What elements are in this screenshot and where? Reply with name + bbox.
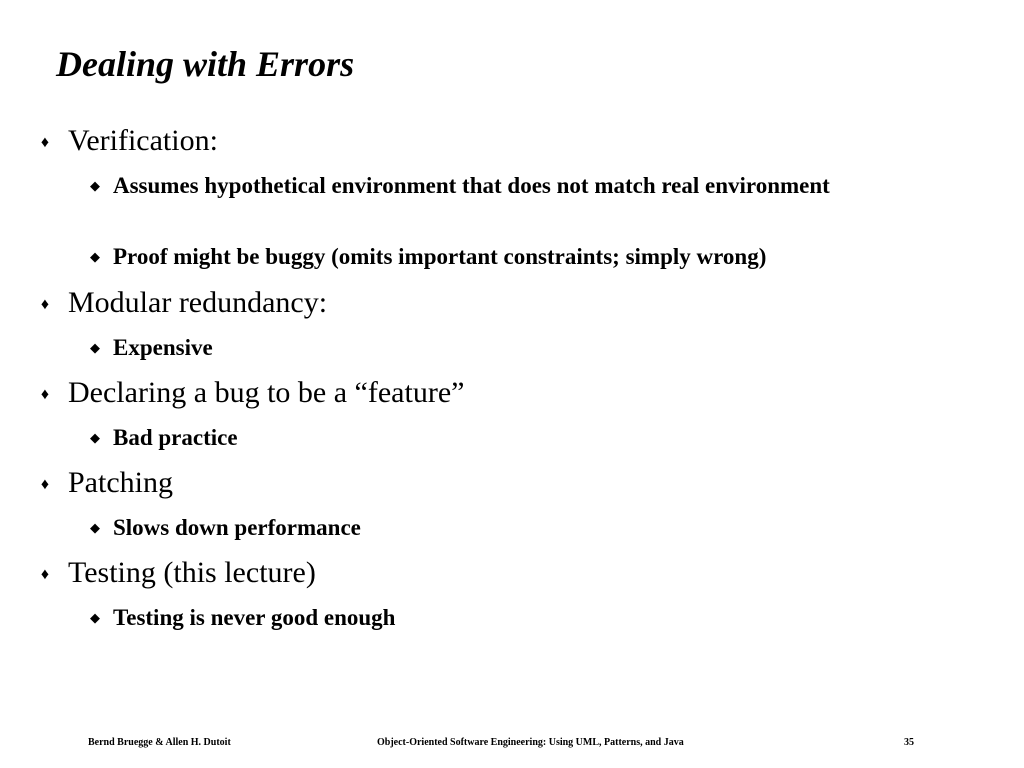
sub-bullet-item: Bad practice bbox=[113, 425, 238, 450]
sub-bullet-item: Testing is never good enough bbox=[113, 605, 396, 630]
bullet-item: Verification: bbox=[68, 124, 218, 157]
bullet-item: Testing (this lecture) bbox=[68, 556, 316, 589]
sub-bullet-item: Proof might be buggy (omits important constraints; simply wrong) bbox=[113, 244, 767, 269]
bullet-diamond-icon: ♦ bbox=[40, 566, 50, 583]
sub-bullet-diamond-icon: ◆ bbox=[90, 430, 100, 445]
footer-book-title: Object-Oriented Software Engineering: Using UML, Patterns, and Java bbox=[377, 737, 684, 748]
footer-page-number: 35 bbox=[904, 737, 914, 748]
sub-bullet-item: Assumes hypothetical environment that does not match real environment bbox=[113, 173, 830, 198]
bullet-diamond-icon: ♦ bbox=[40, 386, 50, 403]
bullet-diamond-icon: ♦ bbox=[40, 476, 50, 493]
sub-bullet-diamond-icon: ◆ bbox=[90, 249, 100, 264]
bullet-item: Patching bbox=[68, 466, 173, 499]
bullet-diamond-icon: ♦ bbox=[40, 296, 50, 313]
sub-bullet-diamond-icon: ◆ bbox=[90, 610, 100, 625]
sub-bullet-item: Expensive bbox=[113, 335, 213, 360]
footer-authors: Bernd Bruegge & Allen H. Dutoit bbox=[88, 737, 231, 748]
sub-bullet-item: Slows down performance bbox=[113, 515, 361, 540]
bullet-item: Modular redundancy: bbox=[68, 286, 328, 319]
bullet-item: Declaring a bug to be a “feature” bbox=[68, 376, 465, 409]
sub-bullet-diamond-icon: ◆ bbox=[90, 520, 100, 535]
sub-bullet-diamond-icon: ◆ bbox=[90, 178, 100, 193]
slide-title: Dealing with Errors bbox=[56, 44, 355, 84]
sub-bullet-diamond-icon: ◆ bbox=[90, 340, 100, 355]
bullet-diamond-icon: ♦ bbox=[40, 134, 50, 151]
